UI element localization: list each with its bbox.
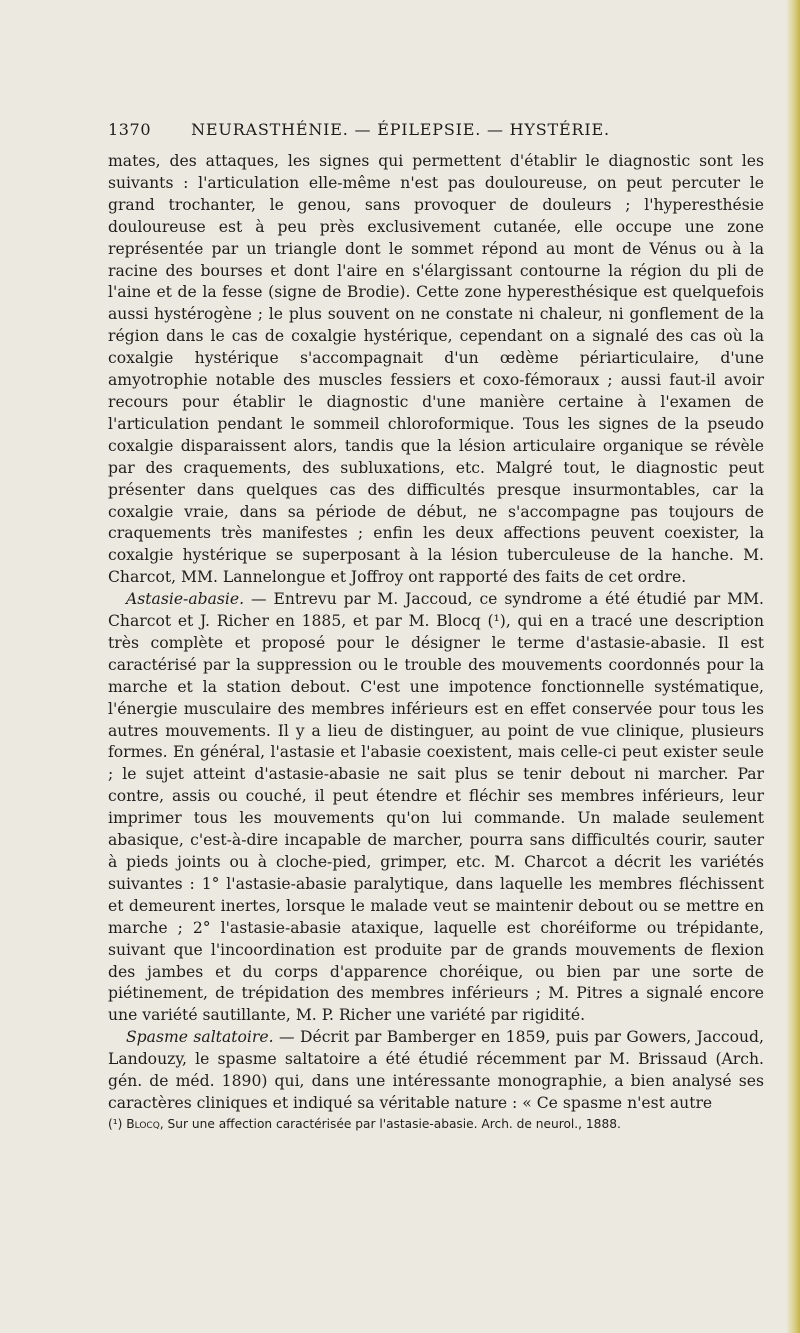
paragraph-astasie-abasie bbox=[108, 589, 764, 1027]
footnote-text: Sur une affection caractérisée par l'astasie-abasie. Arch. de neurol., 1888. bbox=[163, 1116, 621, 1131]
paragraph-lead: Spasme saltatoire. bbox=[126, 1028, 274, 1047]
paragraph-spasme-saltatoire bbox=[108, 1027, 764, 1115]
paragraph-text: mates, des attaques, les signes qui permettent d'établir le diagnostic sont les suivants : l'articulation elle-même n'est pas douloureuse, on peut percuter le grand trochanter, le genou, sans provoquer de douleurs ; l'hyperesthésie douloureuse est à peu près exclusivement cutanée, elle occupe une zone représentée par un triangle dont le sommet répond au mont de Vénus ou à la racine des bourses et dont l'aire en s'élargissant contourne la région du pli de l'aine et de la fesse (signe de Brodie). Cette zone hyperesthésique est quelquefois aussi hystérogène ; le plus souvent on ne constate ni chaleur, ni gonflement de la région dans le cas de coxalgie hystérique, cependant on a signalé des cas où la coxalgie hystérique s'accompagnait d'un œdème périarticulaire, d'une amyotrophie notable des muscles fessiers et coxo-fémoraux ; aussi faut-il avoir recours pour établir le diagnostic d'une manière certaine à l'examen de l'articulation pendant le sommeil chloroformique. Tous les signes de la pseudo coxalgie disparaissent alors, tandis que la lésion articulaire organique se révèle par des craquements, des subluxations, etc. Malgré tout, le diagnostic peut présenter dans quelques cas des difficultés presque insurmontables, car la coxalgie vraie, dans sa période de début, ne s'accompagne pas toujours de craquements très manifestes ; enfin les deux affections peuvent coexister, la coxalgie hystérique se superposant à la lésion tuberculeuse de la hanche. M. Charcot, MM. Lannelongue et Joffroy ont rapporté des faits de cet ordre. bbox=[108, 152, 764, 587]
paragraph-text: — Entrevu par M. Jaccoud, ce syndrome a été étudié par MM. Charcot et J. Richer en 1885, et par M. Blocq (¹), qui en a tracé une description très complète et proposé pour le désigner le terme d'astasie-abasie. Il est caractérisé par la suppression ou le trouble des mouvements coordonnés pour la marche et la station debout. C'est une impotence fonctionnelle systématique, l'énergie musculaire des membres inférieurs est en effet conservée pour tous les autres mouvements. Il y a lieu de distinguer, au point de vue clinique, plusieurs formes. En général, l'astasie et l'abasie coexistent, mais celle-ci peut exister seule ; le sujet atteint d'astasie-abasie ne sait plus se tenir debout ni marcher. Par contre, assis ou couché, il peut étendre et fléchir ses membres inférieurs, leur imprimer tous les mouvements qu'on lui commande. Un malade seulement abasique, c'est-à-dire incapable de marcher, pourra sans difficultés courir, sauter à pieds joints ou à cloche-pied, grimper, etc. M. Charcot a décrit les variétés suivantes : 1° l'astasie-abasie paralytique, dans laquelle les membres fléchissent et demeurent inertes, lorsque le malade veut se maintenir debout ou se mettre en marche ; 2° l'astasie-abasie ataxique, laquelle est choréiforme ou trépidante, suivant que l'incoordination est produite par de grands mouvements de flexion des jambes et du corps d'apparence choréique, ou bien par une sorte de piétinement, de trépidation des membres inférieurs ; M. Pitres a signalé encore une variété sautillante, M. P. Richer une variété par rigidité. bbox=[108, 590, 764, 1025]
footnote-author: Blocq, bbox=[126, 1116, 164, 1131]
body-text bbox=[108, 151, 764, 1115]
page-number: 1370 bbox=[108, 120, 152, 139]
paragraph-coxalgie bbox=[108, 151, 764, 589]
book-page bbox=[108, 120, 764, 1132]
footnote-marker: (¹) bbox=[108, 1116, 123, 1131]
paragraph-text: — Décrit par Bamberger en 1859, puis par Gowers, Jaccoud, Landouzy, le spasme saltatoire a été étudié récemment par M. Brissaud (Arch. gén. de méd. 1890) qui, dans une intéressante monographie, a bien analysé ses caractères cliniques et indiqué sa véritable nature : « Ce spasme n'est autre bbox=[108, 1028, 764, 1112]
running-head bbox=[108, 120, 764, 139]
footnote bbox=[108, 1116, 764, 1132]
page-edge bbox=[786, 0, 800, 1333]
paragraph-lead: Astasie-abasie. bbox=[126, 590, 245, 609]
running-title: NEURASTHÉNIE. — ÉPILEPSIE. — HYSTÉRIE. bbox=[191, 120, 610, 139]
